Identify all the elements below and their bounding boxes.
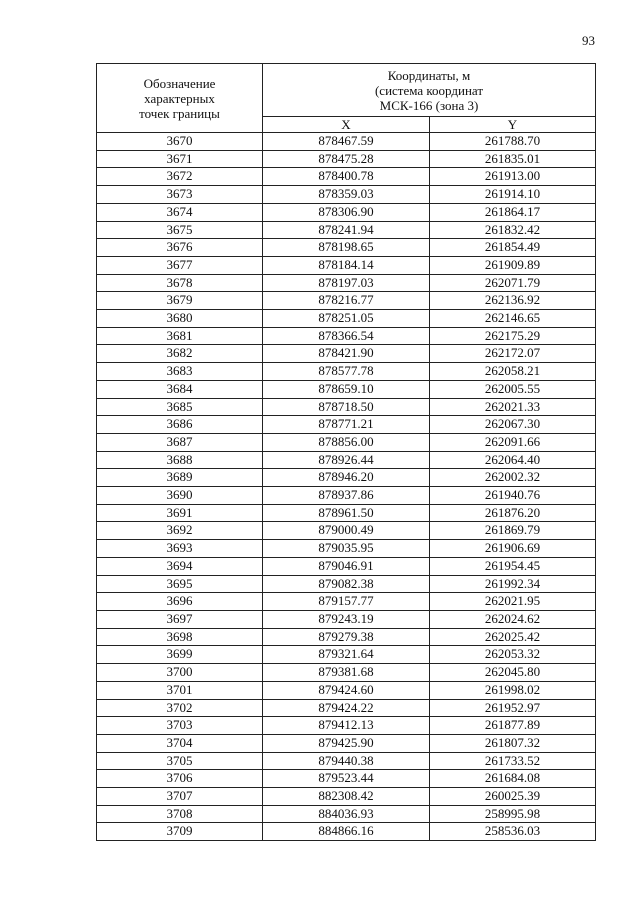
table-row — [97, 504, 596, 522]
point-cell: 3681 — [97, 327, 263, 345]
x-coordinate-cell: 878659.10 — [263, 380, 430, 398]
x-coordinate-cell: 882308.42 — [263, 788, 430, 806]
x-coordinate-cell: 878856.00 — [263, 433, 430, 451]
designation-header-line-3: точек границы — [139, 105, 220, 121]
y-coordinate-cell: 261914.10 — [430, 186, 596, 204]
point-cell: 3691 — [97, 504, 263, 522]
x-coordinate-cell: 879523.44 — [263, 770, 430, 788]
y-coordinate-cell: 261992.34 — [430, 575, 596, 593]
x-coordinate-cell: 878251.05 — [263, 310, 430, 328]
y-coordinate-cell: 262005.55 — [430, 380, 596, 398]
coords-header-line-3: МСК-166 (зона 3) — [379, 97, 479, 113]
x-coordinate-cell: 878400.78 — [263, 168, 430, 186]
y-coordinate-cell: 261864.17 — [430, 203, 596, 221]
x-coordinate-cell: 878366.54 — [263, 327, 430, 345]
table-row — [97, 610, 596, 628]
point-cell: 3687 — [97, 433, 263, 451]
point-cell: 3673 — [97, 186, 263, 204]
x-coordinate-cell: 878475.28 — [263, 150, 430, 168]
x-coordinate-cell: 879440.38 — [263, 752, 430, 770]
table-row — [97, 150, 596, 168]
point-cell: 3675 — [97, 221, 263, 239]
table-row — [97, 380, 596, 398]
table-row — [97, 593, 596, 611]
designation-header-line-1: Обозначение — [143, 75, 216, 91]
y-coordinate-cell: 262002.32 — [430, 469, 596, 487]
table-row — [97, 292, 596, 310]
y-coordinate-cell: 262175.29 — [430, 327, 596, 345]
y-coordinate-cell: 261788.70 — [430, 133, 596, 151]
table-row — [97, 522, 596, 540]
y-coordinate-cell: 261684.08 — [430, 770, 596, 788]
y-coordinate-cell: 262058.21 — [430, 363, 596, 381]
table-row — [97, 699, 596, 717]
table-row — [97, 416, 596, 434]
y-coordinate-cell: 262024.62 — [430, 610, 596, 628]
y-coordinate-cell: 261909.89 — [430, 256, 596, 274]
table-row — [97, 770, 596, 788]
x-coordinate-cell: 878359.03 — [263, 186, 430, 204]
y-coordinate-cell: 262136.92 — [430, 292, 596, 310]
x-coordinate-cell: 878198.65 — [263, 239, 430, 257]
table-row — [97, 274, 596, 292]
y-coordinate-cell: 261832.42 — [430, 221, 596, 239]
coords-header-line-1: Координаты, м — [387, 67, 471, 83]
x-coordinate-cell: 879424.22 — [263, 699, 430, 717]
point-cell: 3689 — [97, 469, 263, 487]
point-cell: 3692 — [97, 522, 263, 540]
y-coordinate-cell: 261952.97 — [430, 699, 596, 717]
y-coordinate-cell: 258995.98 — [430, 805, 596, 823]
point-cell: 3701 — [97, 681, 263, 699]
table-row — [97, 664, 596, 682]
coordinates-column-header — [263, 64, 596, 117]
table-row — [97, 327, 596, 345]
x-coordinate-cell: 879279.38 — [263, 628, 430, 646]
table-row — [97, 540, 596, 558]
point-cell: 3693 — [97, 540, 263, 558]
point-cell: 3698 — [97, 628, 263, 646]
table-row — [97, 805, 596, 823]
point-cell: 3688 — [97, 451, 263, 469]
point-cell: 3684 — [97, 380, 263, 398]
x-coordinate-cell: 879321.64 — [263, 646, 430, 664]
coords-header-line-2: (система координат — [374, 82, 484, 98]
x-coordinate-cell: 878946.20 — [263, 469, 430, 487]
x-coordinate-cell: 878771.21 — [263, 416, 430, 434]
y-column-header: Y — [430, 117, 596, 133]
point-cell: 3686 — [97, 416, 263, 434]
x-coordinate-cell: 879000.49 — [263, 522, 430, 540]
designation-column-header — [97, 64, 263, 133]
y-coordinate-cell: 262091.66 — [430, 433, 596, 451]
y-coordinate-cell: 260025.39 — [430, 788, 596, 806]
point-cell: 3685 — [97, 398, 263, 416]
table-row — [97, 345, 596, 363]
y-coordinate-cell: 261869.79 — [430, 522, 596, 540]
y-coordinate-cell: 261807.32 — [430, 734, 596, 752]
x-coordinate-cell: 879157.77 — [263, 593, 430, 611]
x-coordinate-cell: 878937.86 — [263, 487, 430, 505]
point-cell: 3695 — [97, 575, 263, 593]
table-row — [97, 398, 596, 416]
point-cell: 3707 — [97, 788, 263, 806]
table-row — [97, 487, 596, 505]
table-row — [97, 168, 596, 186]
point-cell: 3680 — [97, 310, 263, 328]
point-cell: 3709 — [97, 823, 263, 841]
table-row — [97, 823, 596, 841]
designation-header-line-2: характерных — [144, 90, 215, 106]
x-coordinate-cell: 878197.03 — [263, 274, 430, 292]
y-coordinate-cell: 261854.49 — [430, 239, 596, 257]
y-coordinate-cell: 261954.45 — [430, 557, 596, 575]
point-cell: 3683 — [97, 363, 263, 381]
point-cell: 3672 — [97, 168, 263, 186]
point-cell: 3699 — [97, 646, 263, 664]
x-coordinate-cell: 878421.90 — [263, 345, 430, 363]
point-cell: 3696 — [97, 593, 263, 611]
point-cell: 3690 — [97, 487, 263, 505]
y-coordinate-cell: 261733.52 — [430, 752, 596, 770]
header-row-main — [97, 64, 596, 117]
point-cell: 3676 — [97, 239, 263, 257]
point-cell: 3677 — [97, 256, 263, 274]
point-cell: 3671 — [97, 150, 263, 168]
y-coordinate-cell: 261913.00 — [430, 168, 596, 186]
y-coordinate-cell: 262071.79 — [430, 274, 596, 292]
y-coordinate-cell: 261906.69 — [430, 540, 596, 558]
table-row — [97, 221, 596, 239]
y-coordinate-cell: 261998.02 — [430, 681, 596, 699]
x-coordinate-cell: 879243.19 — [263, 610, 430, 628]
point-cell: 3697 — [97, 610, 263, 628]
x-coordinate-cell: 878184.14 — [263, 256, 430, 274]
table-row — [97, 734, 596, 752]
x-column-header: X — [263, 117, 430, 133]
point-cell: 3706 — [97, 770, 263, 788]
x-coordinate-cell: 878577.78 — [263, 363, 430, 381]
x-coordinate-cell: 878241.94 — [263, 221, 430, 239]
y-coordinate-cell: 258536.03 — [430, 823, 596, 841]
y-coordinate-cell: 262045.80 — [430, 664, 596, 682]
y-coordinate-cell: 262064.40 — [430, 451, 596, 469]
point-cell: 3708 — [97, 805, 263, 823]
y-coordinate-cell: 262067.30 — [430, 416, 596, 434]
coordinates-table — [96, 63, 596, 841]
x-coordinate-cell: 878961.50 — [263, 504, 430, 522]
y-coordinate-cell: 262021.33 — [430, 398, 596, 416]
point-cell: 3704 — [97, 734, 263, 752]
x-coordinate-cell: 878306.90 — [263, 203, 430, 221]
table-body — [97, 133, 596, 841]
table-row — [97, 310, 596, 328]
table-row — [97, 239, 596, 257]
y-coordinate-cell: 262172.07 — [430, 345, 596, 363]
table-row — [97, 628, 596, 646]
point-cell: 3705 — [97, 752, 263, 770]
point-cell: 3682 — [97, 345, 263, 363]
x-coordinate-cell: 879035.95 — [263, 540, 430, 558]
y-coordinate-cell: 261940.76 — [430, 487, 596, 505]
table-row — [97, 186, 596, 204]
table-row — [97, 646, 596, 664]
table-row — [97, 256, 596, 274]
y-coordinate-cell: 262025.42 — [430, 628, 596, 646]
page-number: 93 — [582, 33, 595, 48]
x-coordinate-cell: 884036.93 — [263, 805, 430, 823]
y-coordinate-cell: 262053.32 — [430, 646, 596, 664]
table-row — [97, 681, 596, 699]
x-coordinate-cell: 878216.77 — [263, 292, 430, 310]
table-row — [97, 203, 596, 221]
x-coordinate-cell: 878926.44 — [263, 451, 430, 469]
point-cell: 3700 — [97, 664, 263, 682]
point-cell: 3679 — [97, 292, 263, 310]
point-cell: 3674 — [97, 203, 263, 221]
x-coordinate-cell: 879381.68 — [263, 664, 430, 682]
table-row — [97, 451, 596, 469]
table-row — [97, 133, 596, 151]
table-row — [97, 717, 596, 735]
x-coordinate-cell: 878718.50 — [263, 398, 430, 416]
point-cell: 3702 — [97, 699, 263, 717]
x-coordinate-cell: 884866.16 — [263, 823, 430, 841]
table-header — [97, 64, 596, 133]
point-cell: 3694 — [97, 557, 263, 575]
x-coordinate-cell: 879425.90 — [263, 734, 430, 752]
x-coordinate-cell: 878467.59 — [263, 133, 430, 151]
table-row — [97, 433, 596, 451]
point-cell: 3670 — [97, 133, 263, 151]
y-coordinate-cell: 261876.20 — [430, 504, 596, 522]
x-coordinate-cell: 879424.60 — [263, 681, 430, 699]
y-coordinate-cell: 261835.01 — [430, 150, 596, 168]
table-row — [97, 363, 596, 381]
y-coordinate-cell: 262146.65 — [430, 310, 596, 328]
table-row — [97, 788, 596, 806]
table-row — [97, 575, 596, 593]
table-row — [97, 752, 596, 770]
x-coordinate-cell: 879412.13 — [263, 717, 430, 735]
table-row — [97, 557, 596, 575]
point-cell: 3678 — [97, 274, 263, 292]
point-cell: 3703 — [97, 717, 263, 735]
y-coordinate-cell: 262021.95 — [430, 593, 596, 611]
y-coordinate-cell: 261877.89 — [430, 717, 596, 735]
x-coordinate-cell: 879046.91 — [263, 557, 430, 575]
x-coordinate-cell: 879082.38 — [263, 575, 430, 593]
table-row — [97, 469, 596, 487]
